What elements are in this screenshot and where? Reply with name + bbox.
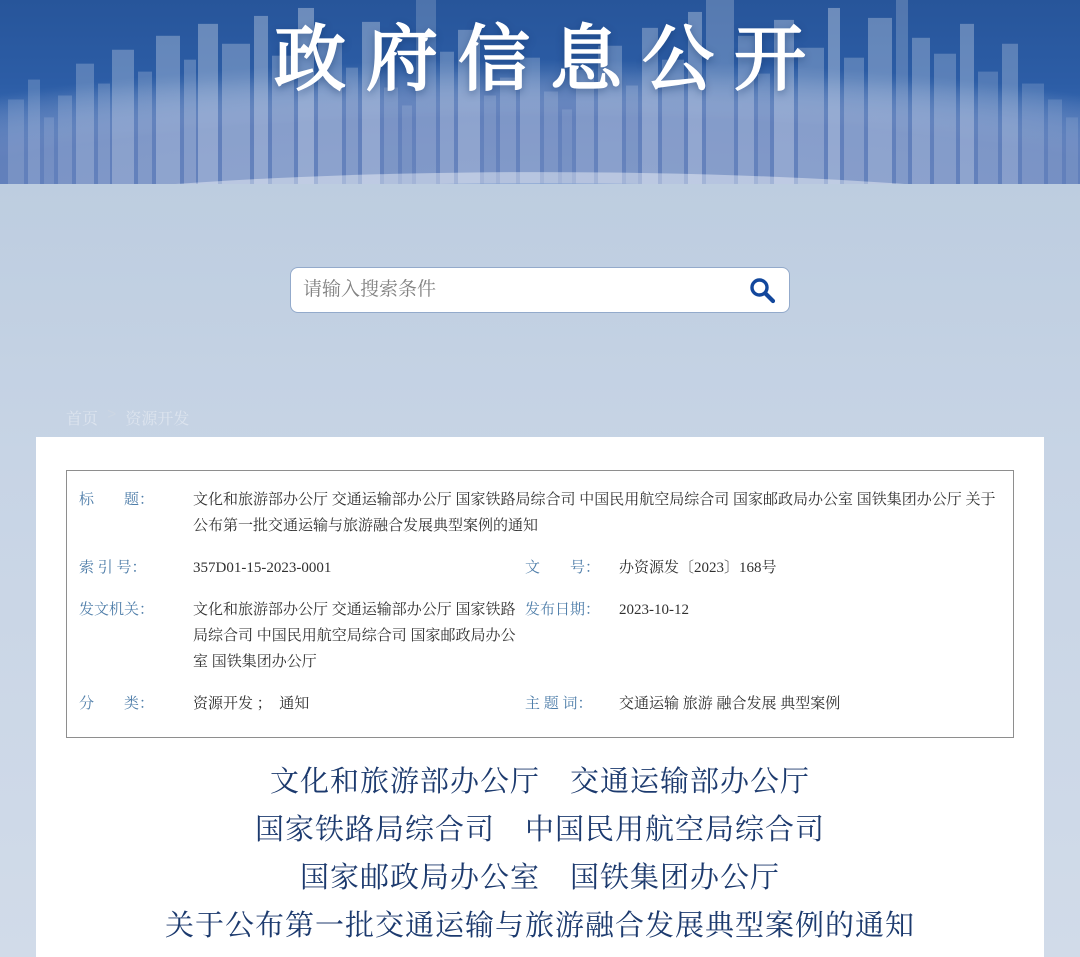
header-banner [0,0,1080,184]
meta-title-label: 标 题： [79,492,155,508]
meta-keywords-value: 交通运输 旅游 融合发展 典型案例 [619,696,841,712]
meta-issuer-value: 文化和旅游部办公厅 交通运输部办公厅 国家铁路局综合司 中国民用航空局综合司 国家邮政局办公室 国铁集团办公厅 [193,602,516,670]
meta-index-value: 357D01-15-2023-0001 [193,560,332,576]
document-title-line-3: 国家邮政局办公室 国铁集团办公厅 [299,862,780,894]
document-title-line-2: 国家铁路局综合司 中国民用航空局综合司 [254,814,825,846]
search-icon [747,293,777,308]
meta-docno-label: 文 号： [525,560,601,576]
meta-category-value: 资源开发 ； 通知 [193,696,310,712]
document-title-line-1: 文化和旅游部办公厅 交通运输部办公厅 [269,766,810,798]
search-button[interactable] [745,275,779,307]
document-title-line-4: 关于公布第一批交通运输与旅游融合发展典型案例的通知 [164,910,915,942]
breadcrumb-current[interactable]: 资源开发 [125,411,190,428]
document-meta-table [66,470,1014,738]
site-title: 政府信息公开 [273,20,826,100]
meta-pubdate-value: 2023-10-12 [619,602,689,618]
document-title [36,758,1044,950]
meta-docno-value: 办资源发〔2023〕168号 [619,560,777,576]
meta-index-label: 索 引 号： [79,560,147,576]
meta-issuer-label: 发文机关： [79,602,155,618]
meta-title-value: 文化和旅游部办公厅 交通运输部办公厅 国家铁路局综合司 中国民用航空局综合司 国家邮政局办公室 国铁集团办公厅 关于公布第一批交通运输与旅游融合发展典型案例的通知 [193,492,996,534]
meta-pubdate-label: 发布日期： [525,602,601,618]
breadcrumb-home-link[interactable]: 首页 [66,411,99,428]
breadcrumb-separator: > [107,406,117,423]
meta-keywords-label: 主 题 词： [525,696,593,712]
content-panel [36,437,1044,957]
search-input[interactable] [291,268,789,312]
breadcrumb [66,406,189,429]
meta-category-label: 分 类： [79,696,155,712]
search-box [290,267,790,313]
